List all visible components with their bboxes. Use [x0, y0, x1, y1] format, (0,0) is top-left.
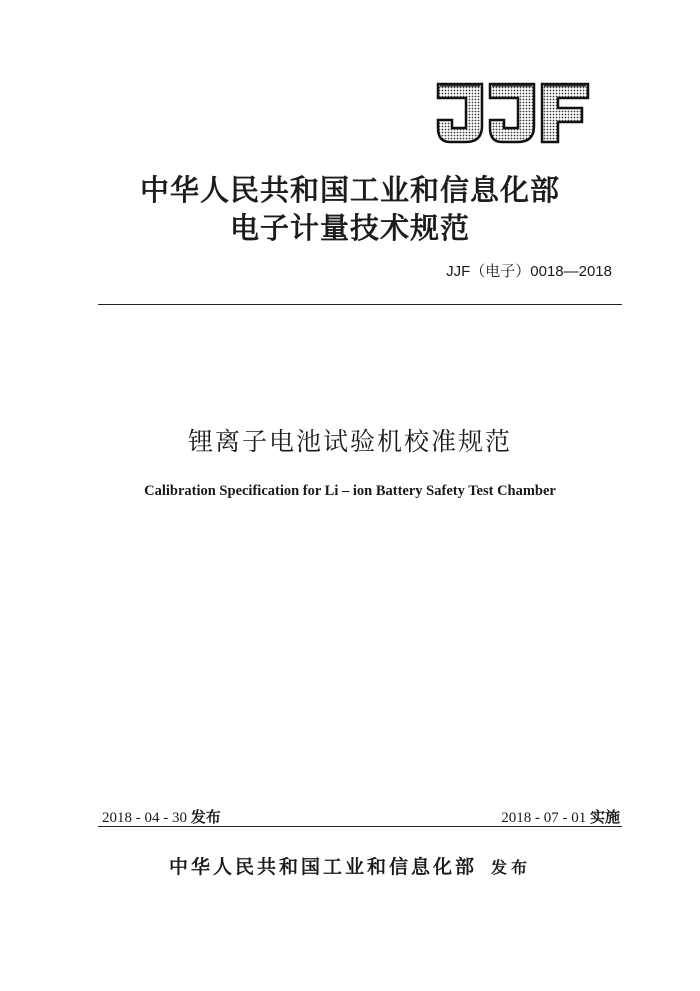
- ministry-name: 中华人民共和国工业和信息化部: [139, 173, 560, 207]
- top-divider: [98, 304, 622, 305]
- standard-number: JJF（电子）0018—2018: [446, 263, 612, 280]
- issue-date: 2018 - 04 - 30: [102, 810, 187, 826]
- issue-date-block: [102, 806, 221, 827]
- document-title-chinese: 锂离子电池试验机校准规范: [187, 427, 512, 456]
- specification-series: 电子计量技术规范: [229, 211, 470, 245]
- publisher-line: [0, 852, 700, 879]
- document-title-english: Calibration Specification for Li – ion Battery Safety Test Chamber: [144, 483, 556, 499]
- publisher-name: 中华人民共和国工业和信息化部: [168, 856, 477, 878]
- effective-date: 2018 - 07 - 01: [501, 810, 587, 826]
- effective-label: 实施: [589, 808, 620, 826]
- jjf-logo: [432, 80, 594, 146]
- effective-date-block: [501, 806, 620, 827]
- publish-label: 发布: [491, 858, 532, 877]
- bottom-divider: [98, 826, 622, 827]
- issue-label: 发布: [190, 808, 221, 826]
